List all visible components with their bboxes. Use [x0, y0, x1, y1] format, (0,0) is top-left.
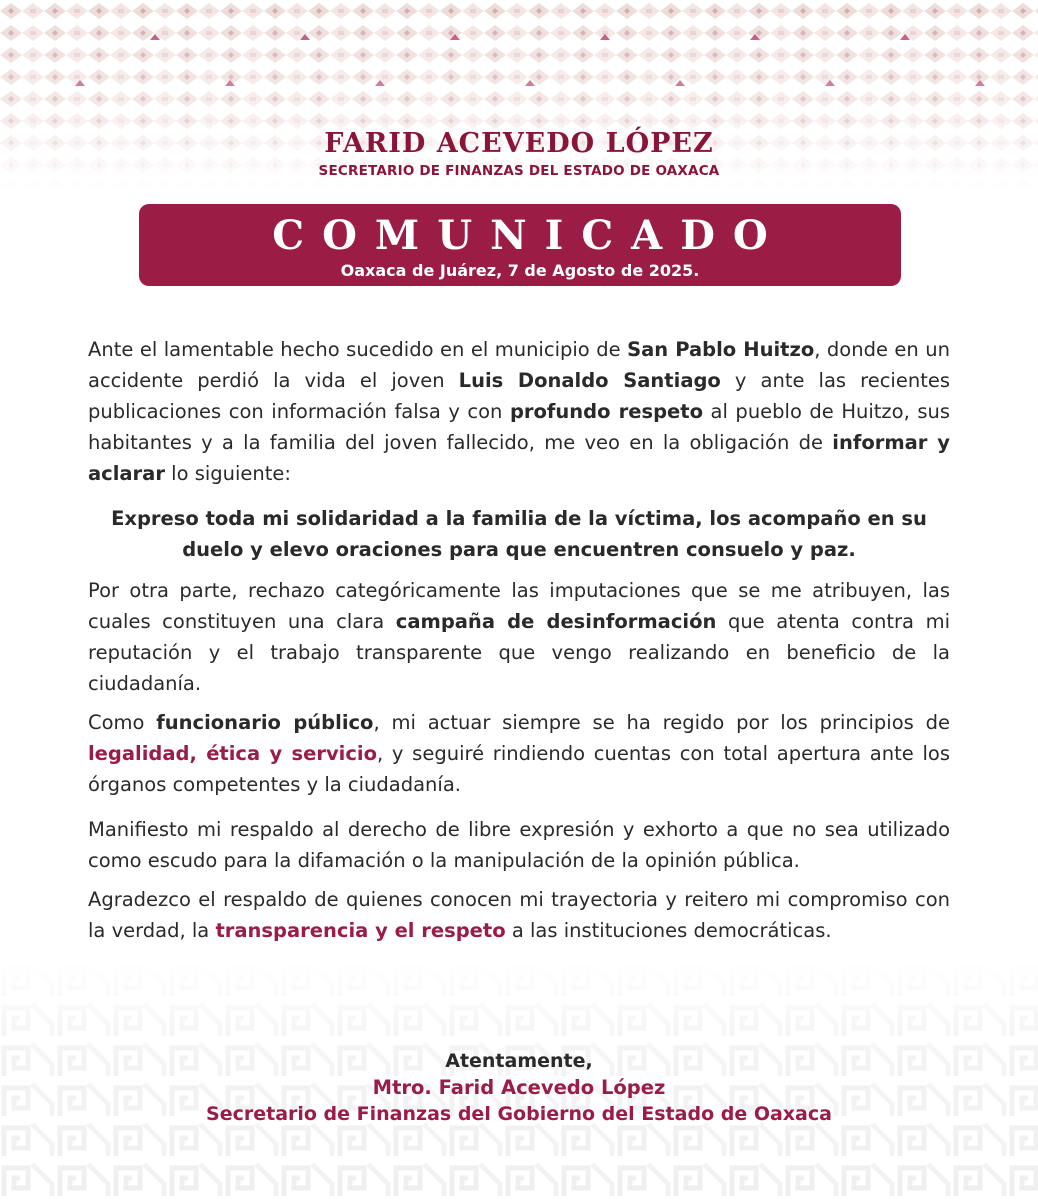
- bold-text: Luis Donaldo Santiago: [458, 369, 721, 392]
- text: Como: [88, 711, 157, 734]
- highlight-text: legalidad, ética y servicio: [88, 742, 377, 765]
- communique-banner: [139, 204, 901, 286]
- paragraph-1: [88, 334, 950, 489]
- banner-place-date: Oaxaca de Juárez, 7 de Agosto de 2025.: [340, 261, 700, 280]
- signer-name: Mtro. Farid Acevedo López: [372, 1076, 666, 1099]
- text: , y seguiré rindiendo cuentas con total apertura ante los órganos competentes y la ciudadanía.: [88, 742, 950, 796]
- text: al pueblo de Huitzo, sus habitantes y a la familia del joven fallecido, me veo en la obligación de: [88, 400, 951, 454]
- text: que atenta contra mi reputación y el trabajo transparente que vengo realizando en beneficio de la ciudadanía.: [88, 610, 950, 695]
- signature-block: [0, 1050, 1038, 1125]
- document-body: [88, 334, 950, 946]
- bold-text: funcionario público: [156, 711, 374, 734]
- signer-title: Secretario de Finanzas del Gobierno del Estado de Oaxaca: [206, 1103, 832, 1125]
- bold-text: campaña de desinformación: [395, 610, 717, 633]
- bold-text: San Pablo Huitzo: [627, 338, 815, 361]
- paragraph-2-solidarity: Expreso toda mi solidaridad a la familia de la víctima, los acompaño en su duelo y elevo oraciones para que encuentren consuelo y paz.: [111, 507, 927, 561]
- bold-text: profundo respeto: [509, 400, 703, 423]
- text: a las instituciones democráticas.: [505, 919, 832, 942]
- paragraph-6: [88, 884, 950, 946]
- text: Ante el lamentable hecho sucedido en el municipio de: [88, 338, 628, 361]
- text: y ante las recientes publicaciones con información falsa y con: [88, 369, 950, 423]
- paragraph-4: [88, 707, 950, 800]
- bold-text: informar y aclarar: [88, 431, 950, 485]
- text: , donde en un accidente perdió la vida el joven: [88, 338, 950, 392]
- text: , mi actuar siempre se ha regido por los principios de: [373, 711, 950, 734]
- author-name: FARID ACEVEDO LÓPEZ: [324, 128, 714, 159]
- banner-title: COMUNICADO: [272, 212, 786, 259]
- paragraph-5: Manifiesto mi respaldo al derecho de libre expresión y exhorto a que no sea utilizado como escudo para la difamación o la manipulación de la opinión pública.: [88, 818, 950, 872]
- document-header: [0, 128, 1038, 179]
- text: Agradezco el respaldo de quienes conocen mi trayectoria y reitero mi compromiso con la verdad, la: [88, 888, 950, 942]
- paragraph-3: [88, 575, 950, 699]
- author-role: SECRETARIO DE FINANZAS DEL ESTADO DE OAXACA: [318, 163, 720, 179]
- text: Por otra parte, rechazo categóricamente las imputaciones que se me atribuyen, las cuales constituyen una clara: [88, 579, 950, 633]
- highlight-text: transparencia y el respeto: [215, 919, 506, 942]
- text: lo siguiente:: [164, 462, 291, 485]
- closing-salutation: Atentamente,: [445, 1050, 593, 1072]
